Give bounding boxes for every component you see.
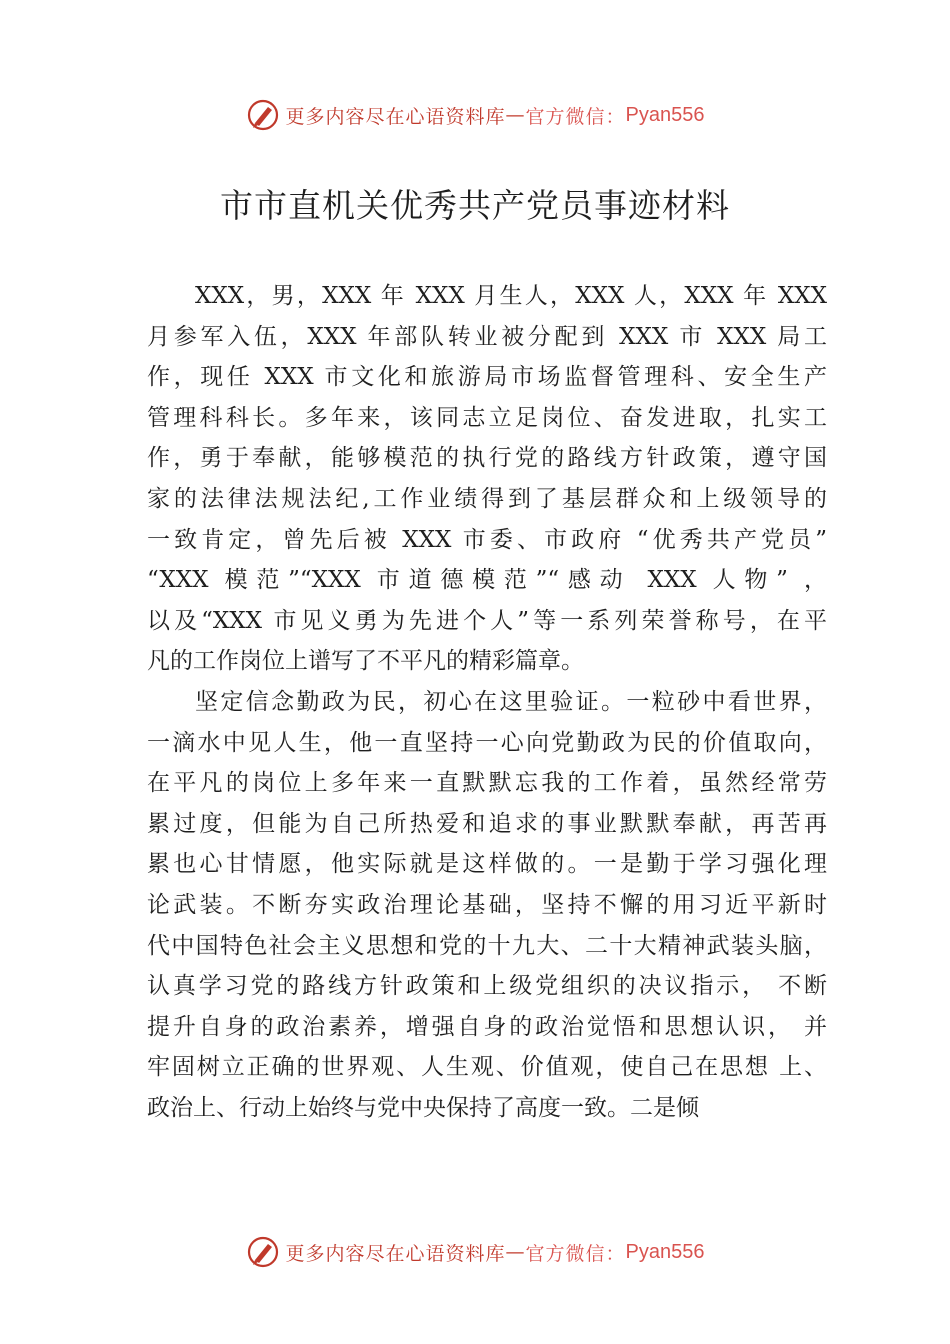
- text-line: 作，勇于奉献，能够模范的执行党的路线方针政策，遵守国: [147, 445, 827, 472]
- footer-banner: [0, 1232, 950, 1272]
- text-line: 累过度，但能为自己所热爱和追求的事业默默奉献，再苦再: [147, 810, 827, 837]
- banner-dash: —: [505, 1241, 526, 1263]
- text-line: “XXX 模范”“XXX 市道德模范”“感动 XXX 人物” ，: [147, 567, 827, 594]
- text-line: 作，现任 XXX 市文化和旅游局市场监督管理科、安全生产: [147, 364, 827, 391]
- text-line: 政治上、行动上始终与党中央保持了高度一致。二是倾: [147, 1094, 699, 1121]
- text-line: 认真学习党的路线方针政策和上级党组织的决议指示， 不断: [147, 973, 827, 1000]
- text-line: 一滴水中见人生，他一直坚持一心向党勤政为民的价值取向，: [147, 729, 827, 756]
- document-body: [147, 276, 827, 1128]
- banner-site-text: 更多内容尽在心语资料库: [285, 105, 506, 128]
- text-line: 管理科科长。多年来，该同志立足岗位、奋发进取，扎实工: [147, 404, 827, 431]
- header-banner: [0, 95, 950, 135]
- pen-logo-icon: [246, 1235, 280, 1269]
- text-line: 代中国特色社会主义思想和党的十九大、二十大精神武装头脑，: [147, 932, 827, 959]
- banner-wechat-label: 官方微信：: [525, 1242, 626, 1265]
- text-line: 一致肯定，曾先后被 XXX 市委、市政府 “优秀共产党员”: [147, 526, 827, 553]
- text-line: 月参军入伍，XXX 年部队转业被分配到 XXX 市 XXX 局工: [147, 323, 827, 350]
- text-line: 家的法律法规法纪,工作业绩得到了基层群众和上级领导的: [147, 485, 827, 512]
- banner-wechat-id: Pyan556: [625, 1240, 705, 1263]
- banner-wechat-id: Pyan556: [625, 103, 705, 126]
- text-line: 在平凡的岗位上多年来一直默默忘我的工作着，虽然经常劳: [147, 770, 827, 797]
- text-line: 凡的工作岗位上谱写了不平凡的精彩篇章。: [147, 648, 584, 675]
- banner-dash: —: [505, 104, 526, 126]
- document-title: 市市直机关优秀共产党员事迹材料: [220, 186, 730, 225]
- text-line: 坚定信念勤政为民，初心在这里验证。一粒砂中看世界，: [195, 688, 827, 715]
- text-line: 提升自身的政治素养，增强自身的政治觉悟和思想认识， 并: [147, 1013, 827, 1040]
- text-line: 论武装。不断夯实政治理论基础，坚持不懈的用习近平新时: [147, 891, 827, 918]
- banner-wechat-label: 官方微信：: [525, 105, 626, 128]
- banner-site-text: 更多内容尽在心语资料库: [285, 1242, 506, 1265]
- text-line: XXX，男，XXX 年 XXX 月生人，XXX 人，XXX 年 XXX: [195, 283, 827, 309]
- text-line: 牢固树立正确的世界观、人生观、价值观，使自己在思想 上、: [147, 1054, 827, 1081]
- text-line: 以及“XXX 市见义勇为先进个人”等一系列荣誉称号，在平: [147, 607, 827, 634]
- text-line: 累也心甘情愿，他实际就是这样做的。一是勤于学习强化理: [147, 851, 827, 878]
- pen-logo-icon: [246, 98, 280, 132]
